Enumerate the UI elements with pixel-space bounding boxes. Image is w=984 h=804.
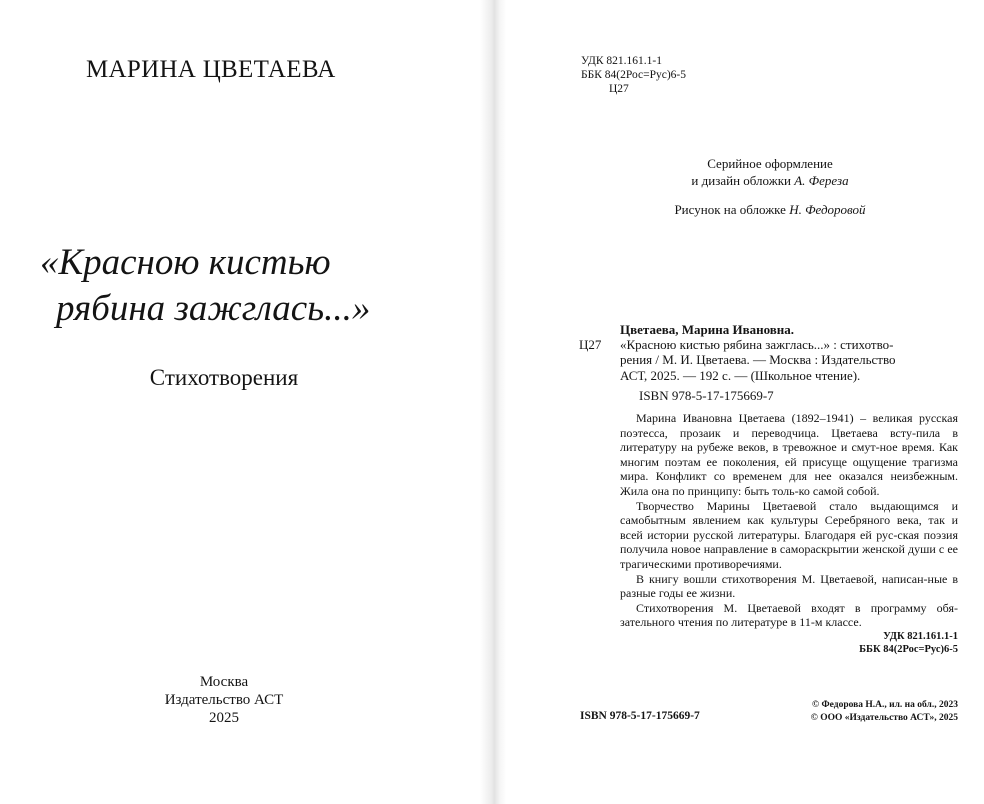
copyright-block [790,699,958,725]
annotation-paragraph: Стихотворения М. Цветаевой входят в программу обя-зательного чтения по литературе в 11-м классе. [620,600,958,630]
designer-name: А. Фереза [794,173,849,188]
udk-code: УДК 821.161.1-1 [581,55,662,67]
annotation-udk: УДК 821.161.1-1 [883,630,958,642]
cover-credit-prefix: Рисунок на обложке [674,202,786,217]
book-title [40,240,370,332]
catalog-line-3: АСТ, 2025. — 192 с. — (Школьное чтение). [620,367,861,383]
author-sign: Ц27 [609,83,629,95]
copyright-line-1: © Федорова Н.А., ил. на обл., 2023 [812,700,958,710]
catalog-line-1: «Красною кистью рябина зажглась...» : стихотво- [620,337,894,353]
bbk-code: ББК 84(2Рос=Рус)6-5 [581,69,686,81]
annotation [620,411,958,656]
annotation-bbk: ББК 84(2Рос=Рус)6-5 [859,643,958,655]
book-title-line-1: «Красною кистью [40,242,331,283]
author-name: МАРИНА ЦВЕТАЕВА [86,56,336,83]
design-credit-prefix: и дизайн обложки [691,173,791,188]
design-credit-line-2 [600,172,940,189]
annotation-paragraph: В книгу вошли стихотворения М. Цветаевой, написан-ные в разные годы ее жизни. [620,571,958,601]
imprint-year: 2025 [209,710,239,726]
copyright-line-2: © ООО «Издательство АСТ», 2025 [810,713,958,723]
design-credit-line-1: Серийное оформление [707,156,833,171]
catalog-isbn: ISBN 978-5-17-175669-7 [639,387,774,403]
annotation-paragraph: Марина Ивановна Цветаева (1892–1941) – великая русская поэтесса, прозаик и переводчица. Цветаева всту-пила в литературу на рубеже веков, в тревожное и смут-ное время. Как многим поэтам ее поколения, ей присуще ощущение трагизма мира. Конфликт со временем для нее оказался неизбежным. Жила она по принципу: быть толь-ко самой собой. [620,411,958,498]
catalog-line-2: рения / М. И. Цветаева. — Москва : Издательство [620,352,896,368]
catalog-entry [579,322,959,403]
illustrator-name: Н. Федоровой [789,202,866,217]
annotation-codes [620,631,958,656]
imprint-publisher: Издательство АСТ [164,692,284,708]
classification-codes [581,54,686,96]
footer-isbn: ISBN 978-5-17-175669-7 [580,710,700,722]
design-credits [600,155,940,218]
imprint [0,673,448,727]
book-title-line-2: рябина зажглась...» [56,288,371,329]
cover-credit [600,201,940,218]
imprint-city: Москва [199,674,249,690]
book-subtitle: Стихотворения [149,365,299,390]
catalog-heading: Цветаева, Марина Ивановна. [620,322,795,337]
annotation-paragraph: Творчество Марины Цветаевой стало выдающимся и самобытным явлением как культуры Серебряного века, так и всей истории русской литературы. Благодаря ей рус-ская поэзия получила новое направление в самораскрытии женской души с ее трагическими противоречиями. [620,498,958,571]
catalog-code: Ц27 [579,337,602,353]
book-gutter [480,0,506,804]
